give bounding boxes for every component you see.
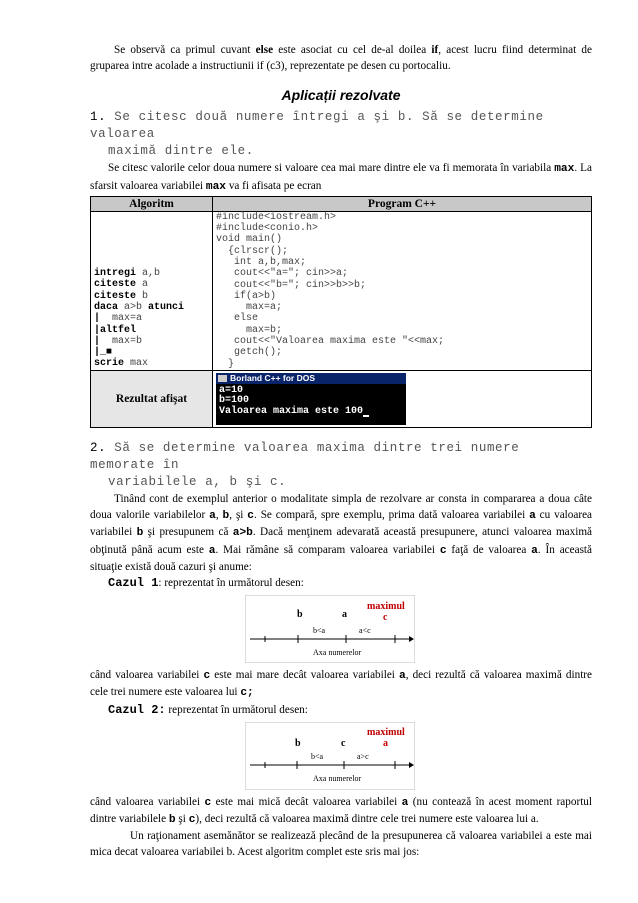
- pseudocode-line: citeste a: [94, 279, 149, 291]
- fig2-label-lt1: b<a: [311, 751, 324, 761]
- fig2-label-b: b: [295, 737, 301, 749]
- dos-window: [216, 373, 406, 425]
- dos-output: a=10 b=100 Valoarea maxima este 100: [216, 384, 406, 420]
- cursor-icon: [363, 415, 369, 417]
- dos-app-icon: [218, 375, 227, 382]
- program-cell: [213, 211, 592, 370]
- intro-paragraph: Se observă ca primul cuvant else este asociat cu cel de-al doilea if, acest lucru fiind determinat de gruparea intre acolade a instructiunii if (c3), reprezentate pe desen cu portocaliu.: [90, 44, 592, 73]
- algorithm-table: [90, 196, 592, 428]
- pseudocode-line: |altfel: [94, 324, 137, 336]
- col-header-algorithm: Algoritm: [91, 196, 213, 211]
- col-header-program: Program C++: [213, 196, 592, 211]
- pseudocode-line: scrie max: [94, 358, 149, 370]
- pseudocode-line: citeste b: [94, 290, 149, 302]
- case-1-conclusion: când valoarea variabilei c este mai mare decât valoarea variabilei a, deci rezultă că valoarea maximă dintre cele trei numere este valoarea lui c;: [90, 669, 592, 700]
- case-2-heading: Cazul 2: reprezentat în următorul desen:: [108, 702, 308, 717]
- pseudocode-line: | max=b: [94, 335, 143, 347]
- case-1-heading: Cazul 1: reprezentat în următorul desen:: [108, 575, 304, 590]
- algorithm-cell: [91, 211, 213, 370]
- problem-1-statement: 1. Se citesc două numere întregi a şi b. Să se determine valoarea maximă dintre ele.: [90, 110, 544, 159]
- dos-titlebar: Borland C++ for DOS: [216, 373, 406, 384]
- problem-2-statement: 2. Să se determine valoarea maxima dintre trei numere memorate în variabilele a, b şi c.: [90, 440, 520, 489]
- problem-2-description: Tinând cont de exemplul anterior o modalitate simpla de rezolvare ar consta in compararea a doua câte doua valorile variabilelor a, b, şi c. Se compară, spre exemplu, prima dată valoarea variabilei a cu valoarea variabilei b şi presupunem că a>b. Dacă menţinem adevarată această presupunere, atunci valoarea maximă obţinută până acum este a. Mai rămâne să comparam valoarea variabilei c faţă de valoarea a. În această situaţie există două cazuri şi anume:: [90, 492, 593, 573]
- fig2-label-c: c: [341, 737, 346, 749]
- pseudocode-line: daca a>b atunci: [94, 301, 185, 313]
- result-cell: [213, 370, 592, 427]
- fig2-label-lt2: a>c: [357, 751, 369, 761]
- document-page: [90, 42, 592, 861]
- case-2-conclusion: când valoarea variabilei c este mai mică decât valoarea variabilei a (nu contează în acest moment raportul dintre variabilele b şi c), deci rezultă că valoarea maximă dintre cele trei numere este valoarea lui a.: [90, 795, 592, 826]
- pseudocode-line: |_■: [94, 347, 113, 359]
- case-2-diagram: [245, 722, 415, 790]
- fig2-label-a: a: [383, 737, 388, 749]
- fig1-axis-label: Axa numerelor: [313, 648, 362, 658]
- fig1-label-max: maximul: [367, 601, 405, 613]
- fig1-label-lt1: b<a: [313, 626, 326, 636]
- section-title: Aplicații rezolvate: [281, 87, 401, 104]
- result-label: Rezultat afişat: [91, 370, 213, 427]
- pseudocode: [94, 212, 209, 370]
- pseudocode-line: | max=a: [94, 313, 143, 325]
- fig1-label-a: a: [342, 609, 347, 621]
- problem-1-description: Se citesc valorile celor doua numere si valoare cea mai mare dintre ele va fi memorata în variabila max. La sfarsit valoarea variabilei max va fi afisata pe ecran: [90, 162, 592, 193]
- fig2-axis-label: Axa numerelor: [313, 773, 362, 783]
- fig2-label-max: maximul: [367, 726, 405, 738]
- fig1-label-lt2: a<c: [359, 626, 371, 636]
- fig1-label-b: b: [297, 609, 303, 621]
- case-1-diagram: [245, 595, 415, 663]
- cpp-code: #include<iostream.h> #include<conio.h> void main() {clrscr(); int a,b,max; cout<<"a="; cin>>a; cout<<"b="; cin>>b>>b; if(a>b) max=a; else max=b; cout<<"Valoarea maxima este "<<max; getch(); }: [216, 211, 445, 370]
- pseudocode-line: intregi a,b: [94, 268, 161, 280]
- fig1-label-c: c: [383, 612, 388, 624]
- final-paragraph: Un raţionament asemănător se realizează plecând de la presupunerea că valoarea variabilei a este mai mica decat valoarea variabilei b. Acest algoritm complet este sris mai jos:: [90, 830, 592, 859]
